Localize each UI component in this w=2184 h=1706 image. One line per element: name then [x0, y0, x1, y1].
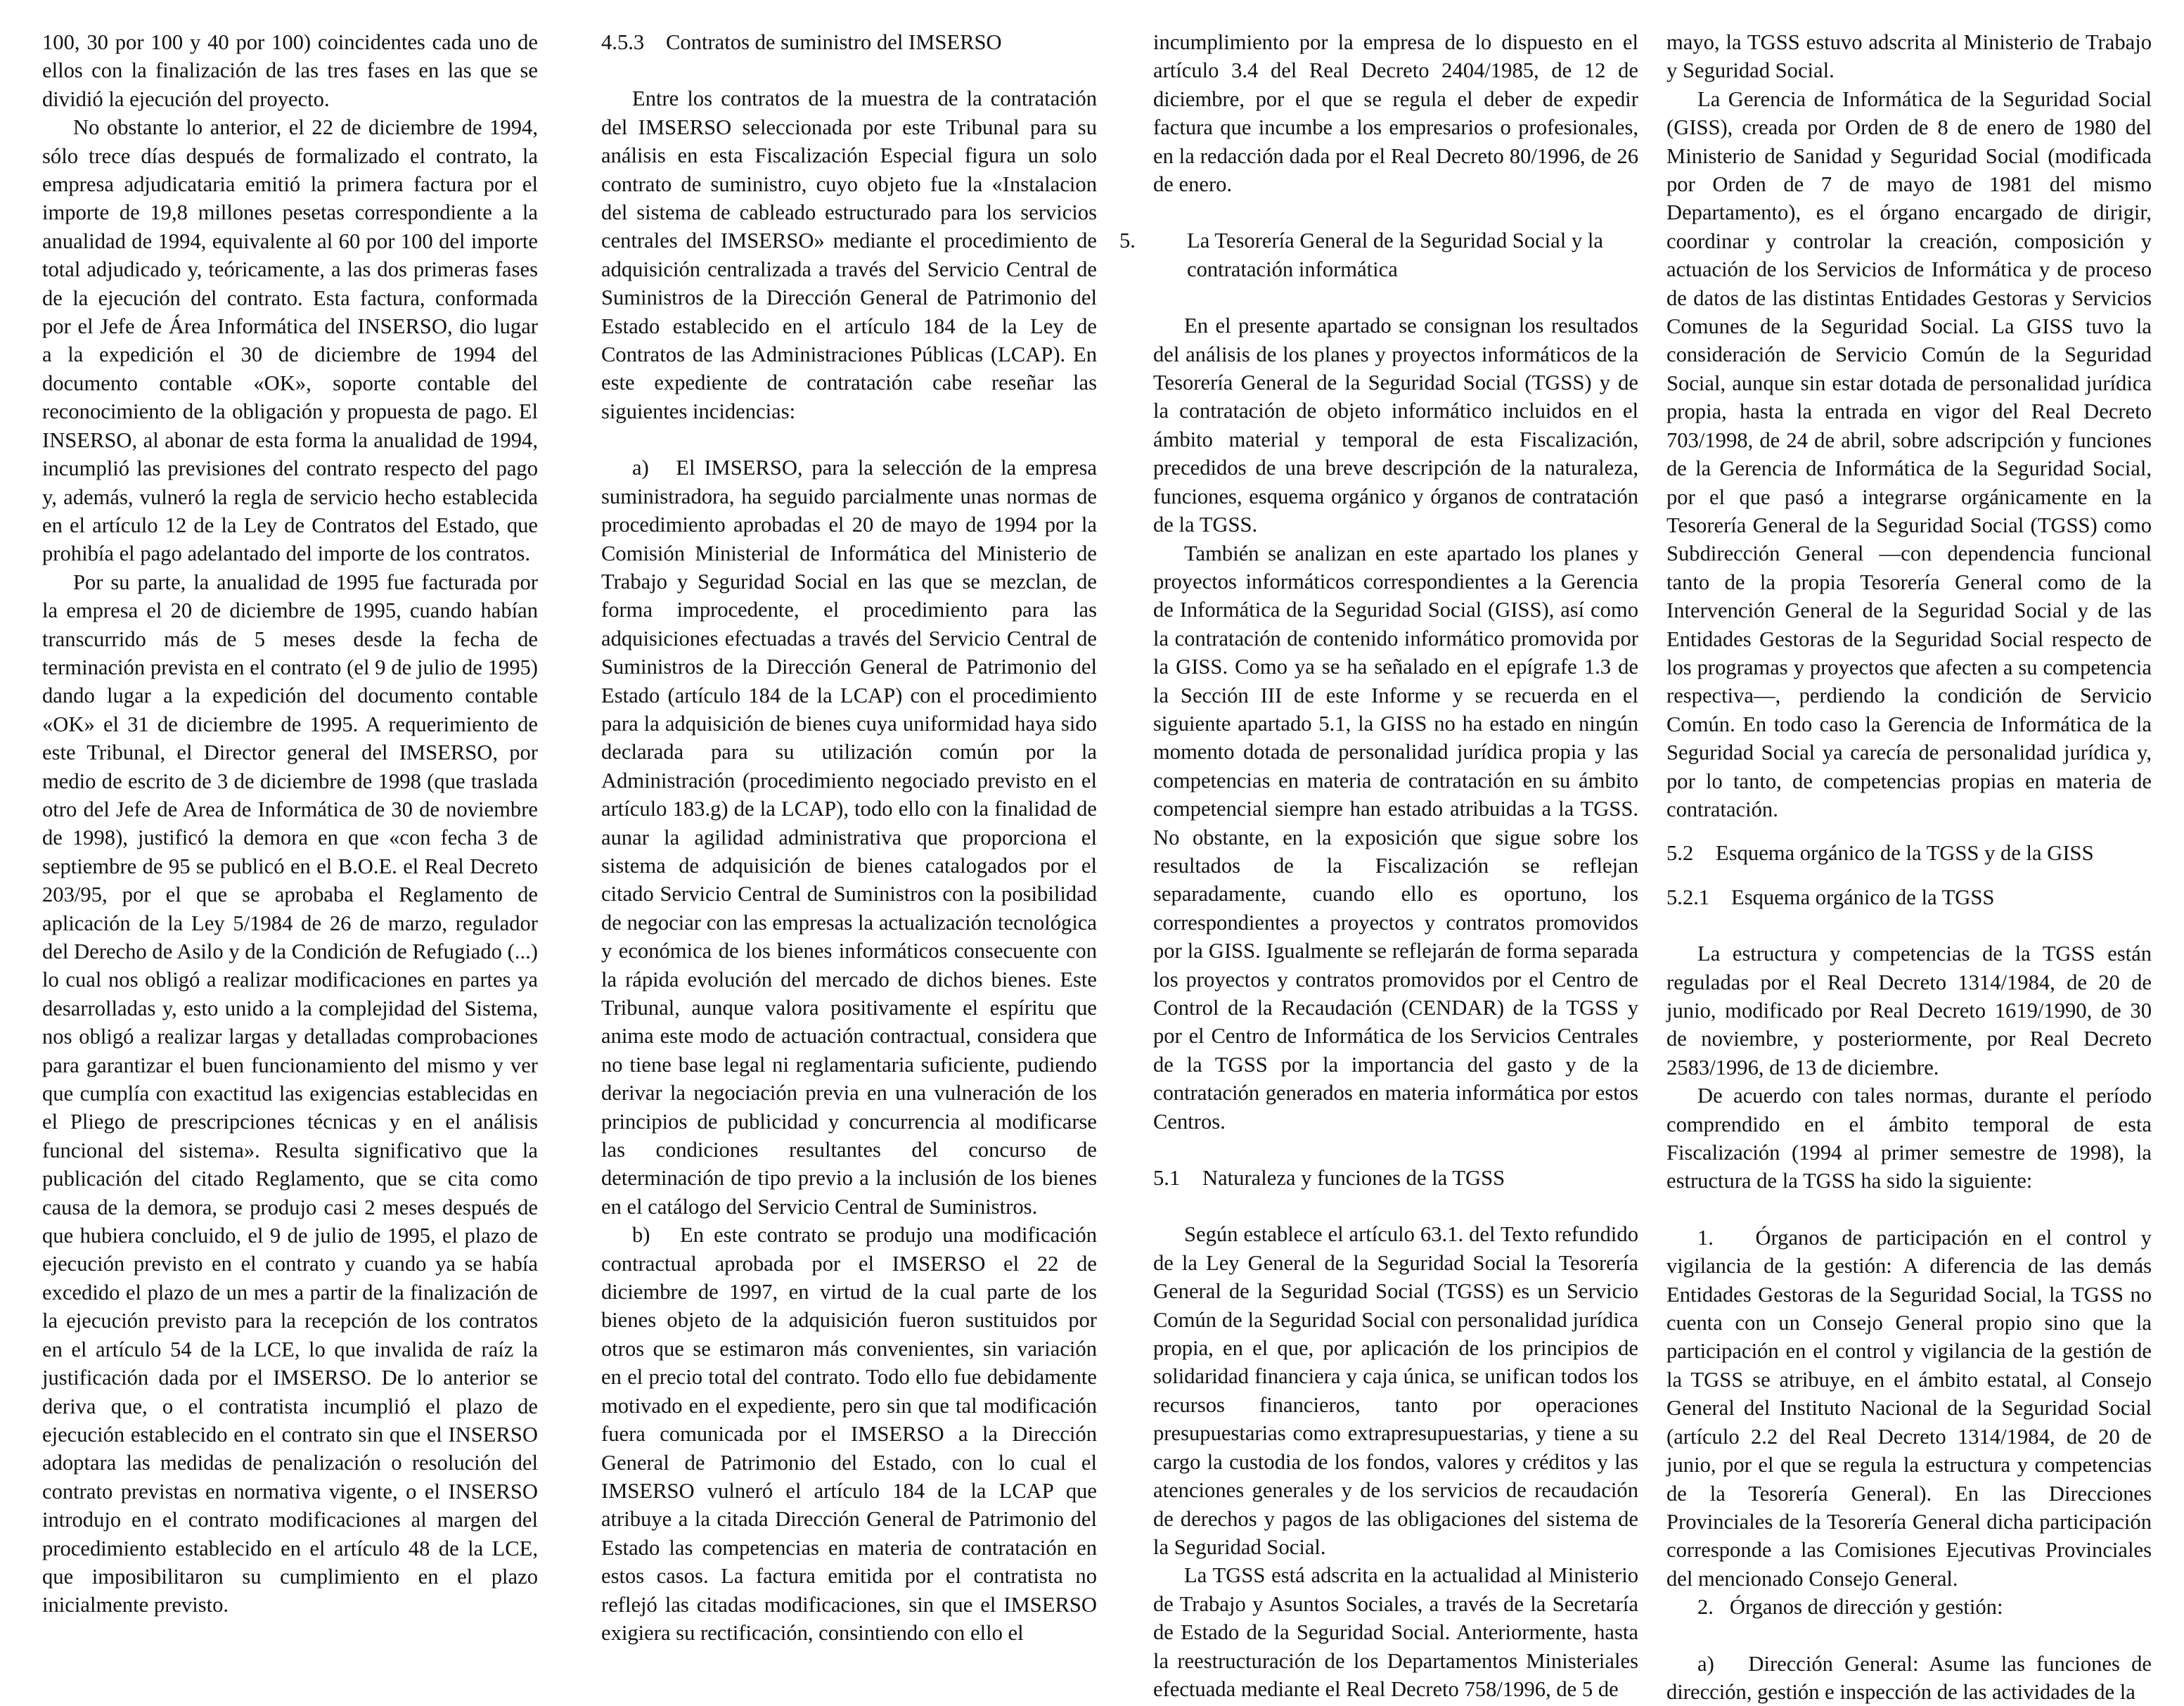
section-heading-5-2 — [1666, 839, 2152, 867]
list-item-2 — [1666, 1593, 2152, 1621]
paragraph: En el presente apartado se consignan los resultados del análisis de los planes y proyectos informáticos de la Tesorería General de la Seguridad Social (TGSS) y de la contratación de objeto informático incluidos en el ámbito material y temporal de esta Fiscalización, precedidos de una breve descripción de la naturaleza, funciones, esquema orgánico y órganos de contratación de la TGSS. — [1153, 314, 1638, 537]
left-page-column-2 — [601, 28, 1097, 1686]
section-title: Esquema orgánico de la TGSS y de la GISS — [1716, 841, 2094, 866]
paragraph: mayo, la TGSS estuvo adscrita al Ministerio de Trabajo y Seguridad Social. — [1666, 30, 2152, 83]
list-text: El IMSERSO, para la selección de la empresa suministradora, ha seguido parcialmente unas normas de procedimiento aprobadas el 20 de mayo de 1994 por la Comisión Ministerial de Informática del Ministerio de Trabajo y Seguridad Social en las que se mezclan, de forma improcedente, el procedimiento para las adquisiciones efectuadas a través del Servicio Central de Suministros de la Dirección General de Patrimonio del Estado (artículo 184 de la LCAP) con el procedimiento para la adquisición de bienes cuya uniformidad haya sido declarada para su utilización común por la Administración (procedimiento negociado previsto en el artículo 183.g) de la LCAP), todo ello con la finalidad de aunar la agilidad administrativa que proporciona el sistema de adquisición de bienes catalogados por el citado Servicio Central de Suministros con la posibilidad de negociar con las empresas la actualización tecnológica y económica de los bienes informáticos consecuente con la rápida evolución del mercado de dichos bienes. Este Tribunal, aunque valora positivamente el espíritu que anima este modo de actuación contractual, considera que no tiene base legal ni reglamentaria suficiente, pudiendo derivar la negociación previa en una vulneración de los principios de publicidad y concurrencia al modificarse las condiciones resultantes del concurso de determinación de tipo previo a la inclusión de los bienes en el catálogo del Servicio Central de Suministros. — [601, 456, 1097, 1219]
list-label: a) — [632, 456, 649, 480]
paragraph: La TGSS está adscrita en la actualidad al Ministerio de Trabajo y Asuntos Sociales, a través de la Secretaría de Estado de la Seguridad Social. Anteriormente, hasta la reestructuración de los Departamentos Ministeriales efectuada mediante el Real Decreto 758/1996, de 5 de — [1153, 1563, 1638, 1701]
section-number: 5. — [1119, 229, 1136, 253]
list-label: b) — [632, 1223, 650, 1248]
list-item-1 — [1666, 1224, 2152, 1593]
list-text: En este contrato se produjo una modificación contractual aprobada por el IMSERSO el 22 de diciembre de 1997, en virtud de la cual parte de los bienes objeto de la adquisición fueron sustituidos por otros que se estimaron más convenientes, sin variación en el precio total del contrato. Todo ello fue debidamente motivado en el expediente, pero sin que tal modificación fuera comunicada por el IMSERSO a la Dirección General de Patrimonio del Estado, con lo cual el IMSERSO vulneró el artículo 184 de la LCAP que atribuye a la citada Dirección General de Patrimonio del Estado las competencias en materia de contratación en estos casos. La factura emitida por el contratista no reflejó las citadas modificaciones, sin que el IMSERSO exigiera su rectificación, consintiendo con ello el — [601, 1223, 1097, 1645]
list-item-b — [601, 1221, 1097, 1647]
section-number: 5.1 — [1153, 1166, 1181, 1191]
section-heading-5-2-1 — [1666, 883, 2152, 911]
left-page-column-1 — [42, 28, 538, 1686]
section-heading-4-5-3 — [601, 28, 1097, 56]
list-item-a — [1666, 1650, 2152, 1706]
paragraph: incumplimiento por la empresa de lo dispuesto en el artículo 3.4 del Real Decreto 2404/1985, de 12 de diciembre, por el que se regula el deber de expedir factura que incumbe a los empresarios o profesionales, en la redacción dada por el Real Decreto 80/1996, de 26 de enero. — [1153, 30, 1638, 197]
list-label: a) — [1697, 1651, 1714, 1676]
paragraph: De acuerdo con tales normas, durante el período comprendido en el ámbito temporal de esta Fiscalización (1994 al primer semestre de 1998), la estructura de la TGSS ha sido la siguiente: — [1666, 1084, 2152, 1193]
paragraph: Según establece el artículo 63.1. del Texto refundido de la Ley General de la Seguridad Social la Tesorería General de la Seguridad Social (TGSS) es un Servicio Común de la Seguridad Social con personalidad jurídica propia, en el que, por aplicación de los principios de solidaridad financiera y caja única, se unifican todos los recursos financieros, tanto por operaciones presupuestarias como extrapresupuestarias, y tiene a su cargo la custodia de los fondos, valores y créditos y las atenciones generales y de los servicios de recaudación de derechos y pagos de las obligaciones del sistema de la Seguridad Social. — [1153, 1222, 1638, 1559]
section-heading-5-1 — [1153, 1164, 1638, 1192]
section-title: Naturaleza y funciones de la TGSS — [1202, 1166, 1505, 1191]
paragraph: Entre los contratos de la muestra de la contratación del IMSERSO seleccionada por este Tribunal para su análisis en esta Fiscalización Especial figura un solo contrato de suministro, cuyo objeto fue la «Instalacion del sistema de cableado estructurado para los servicios centrales del IMSERSO» mediante el procedimiento de adquisición centralizada a través del Servicio Central de Suministros de la Dirección General de Patrimonio del Estado establecido en el artículo 184 de la Ley de Contratos de las Administraciones Públicas (LCAP). En este expediente de contratación cabe reseñar las siguientes incidencias: — [601, 86, 1097, 423]
list-label: 1. — [1697, 1225, 1714, 1250]
list-text: Órganos de dirección y gestión: — [1729, 1595, 2003, 1620]
section-title: La Tesorería General de la Seguridad Social y la contratación informática — [1187, 229, 1603, 281]
list-label: 2. — [1697, 1595, 1714, 1620]
list-text: Órganos de participación en el control y vigilancia de la gestión: A diferencia de las demás Entidades Gestoras de la Seguridad Social, la TGSS no cuenta con un Consejo General propio sino que la participación en el control y vigilancia de la gestión de la TGSS se atribuye, en el ámbito estatal, al Consejo General del Instituto Nacional de la Seguridad Social (artículo 2.2 del Real Decreto 1314/1984, de 20 de junio, por el que se regula la estructura y competencias de la Tesorería General). En las Direcciones Provinciales de la Tesorería General dicha participación corresponde a las Comisiones Ejecutivas Provinciales del mencionado Consejo General. — [1666, 1225, 2152, 1591]
list-item-a — [601, 454, 1097, 1221]
paragraph: No obstante lo anterior, el 22 de diciembre de 1994, sólo trece días después de formalizado el contrato, la empresa adjudicataria emitió la primera factura por el importe de 19,8 millones pesetas correspondiente a la anualidad de 1994, equivalente al 60 por 100 del importe total adjudicado y, teóricamente, a las dos primeras fases de la ejecución del contrato. Esta factura, conformada por el Jefe de Área Informática del INSERSO, dio lugar a la expedición el 30 de diciembre de 1994 del documento contable «OK», soporte contable del reconocimiento de la obligación y propuesta de pago. El INSERSO, al abonar de esta forma la anualidad de 1994, incumplió las previsiones del contrato respecto del pago y, además, vulneró la regla de servicio hecho establecida en el artículo 12 de la Ley de Contratos del Estado, que prohibía el pago adelantado del importe de los contratos. — [42, 115, 538, 566]
section-title: Contratos de suministro del IMSERSO — [666, 30, 1002, 54]
section-number: 5.2 — [1666, 841, 1694, 866]
left-page — [35, 0, 1104, 1686]
section-heading-5 — [1119, 226, 1638, 283]
paragraph: La estructura y competencias de la TGSS están reguladas por el Real Decreto 1314/1984, de 20 de junio, modificado por Real Decreto 1619/1990, de 30 de noviembre, y posteriormente, por Real Decreto 2583/1996, de 13 de diciembre. — [1666, 942, 2152, 1079]
paragraph: La Gerencia de Informática de la Seguridad Social (GISS), creada por Orden de 8 de enero de 1980 del Ministerio de Sanidad y Seguridad Social (modificada por Orden de 7 de mayo de 1981 del mismo Departamento), es el órgano encargado de dirigir, coordinar y controlar la creación, composición y actuación de los Servicios de Informática y de proceso de datos de las distintas Entidades Gestoras y Servicios Comunes de la Seguridad Social. La GISS tuvo la consideración de Servicio Común de la Seguridad Social, aunque sin estar dotada de personalidad jurídica propia, hasta la entrada en vigor del Real Decreto 703/1998, de 24 de abril, sobre adscripción y funciones de la Gerencia de Informática de la Seguridad Social, por el que pasó a integrarse orgánicamente en la Tesorería General de la Seguridad Social (TGSS) como Subdirección General —con dependencia funcional tanto de la propia Tesorería General como de la Intervención General de la Seguridad Social y de las Entidades Gestoras de la Seguridad Social respecto de los programas y proyectos que afecten a su competencia respectiva—, perdiendo la condición de Servicio Común. En todo caso la Gerencia de Informática de la Seguridad Social ya carecía de personalidad jurídica y, por lo tanto, de competencias propias en materia de contratación. — [1666, 86, 2152, 821]
section-number: 5.2.1 — [1666, 885, 1710, 909]
section-number: 4.5.3 — [601, 30, 645, 54]
right-page — [1119, 0, 2159, 1704]
paragraph: Por su parte, la anualidad de 1995 fue facturada por la empresa el 20 de diciembre de 1995, cuando habían transcurrido más de 5 meses desde la fecha de terminación prevista en el contrato (el 9 de julio de 1995) dando lugar a la expedición del documento contable «OK» el 31 de diciembre de 1995. A requerimiento de este Tribunal, el Director general del IMSERSO, por medio de escrito de 3 de diciembre de 1998 (que traslada otro del Jefe de Area de Informática de 30 de noviembre de 1998), justificó la demora en que «con fecha 3 de septiembre de 95 se publicó en el B.O.E. el Real Decreto 203/95, por el que se aprobaba el Reglamento de aplicación de la Ley 5/1984 de 26 de marzo, regulador del Derecho de Asilo y de la Condición de Refugiado (...) lo cual nos obligó a realizar modificaciones en partes ya desarrolladas y, esto unido a la complejidad del Sistema, nos obligó a realizar largas y detalladas comprobaciones para garantizar el buen funcionamiento del mismo y ver que cumplía con exactitud las exigencias establecidas en el Pliego de prescripciones técnicas y en el análisis funcional del sistema». Resulta significativo que la publicación del citado Reglamento, que se cita como causa de la demora, se produjo casi 2 meses después de que hubiera concluido, el 9 de julio de 1995, el plazo de ejecución previsto en el contrato y cuando ya se había excedido el plazo de un mes a partir de la finalización de la ejecución previsto para la recepción de los contratos en el artículo 54 de la LCE, lo que invalida de raíz la justificación dada por el IMSERSO. De lo anterior se deriva que, o el contratista incumplió el plazo de ejecución establecido en el contrato sin que el INSERSO adoptara las medidas de penalización o resolución del contrato previstas en normativa vigente, o el INSERSO introdujo en el contrato modificaciones al margen del procedimiento establecido en el artículo 48 de la LCE, que imposibilitaron su cumplimiento en el plazo inicialmente previsto. — [42, 570, 538, 1617]
right-page-column-1 — [1119, 28, 1638, 1701]
paragraph: 100, 30 por 100 y 40 por 100) coincidentes cada uno de ellos con la finalización de las tres fases en las que se dividió la ejecución del proyecto. — [42, 30, 538, 111]
paragraph: También se analizan en este apartado los planes y proyectos informáticos correspondientes a la Gerencia de Informática de la Seguridad Social (GISS), así como la contratación de contenido informático promovida por la GISS. Como ya se ha señalado en el epígrafe 1.3 de la Sección III de este Informe y se recuerda en el siguiente apartado 5.1, la GISS no ha estado en ningún momento dotada de personalidad jurídica propia y las competencias en materia de contratación en su ámbito competencial siempre han estado atribuidas a la TGSS. No obstante, en la exposición que sigue sobre los resultados de la Fiscalización se reflejan separadamente, cuando ello es oportuno, los correspondientes a proyectos y contratos promovidos por la GISS. Igualmente se reflejarán de forma separada los proyectos y contratos promovidos por el Centro de Control de la Recaudación (CENDAR) de la TGSS y por el Centro de Informática de los Servicios Centrales de la TGSS por la importancia del gasto y de la contratación generados en materia informática por estos Centros. — [1153, 541, 1638, 1134]
list-text: Dirección General: Asume las funciones de dirección, gestión e inspección de las actividades de la — [1666, 1651, 2152, 1704]
right-page-column-2 — [1666, 28, 2152, 1704]
section-title: Esquema orgánico de la TGSS — [1731, 885, 1995, 909]
